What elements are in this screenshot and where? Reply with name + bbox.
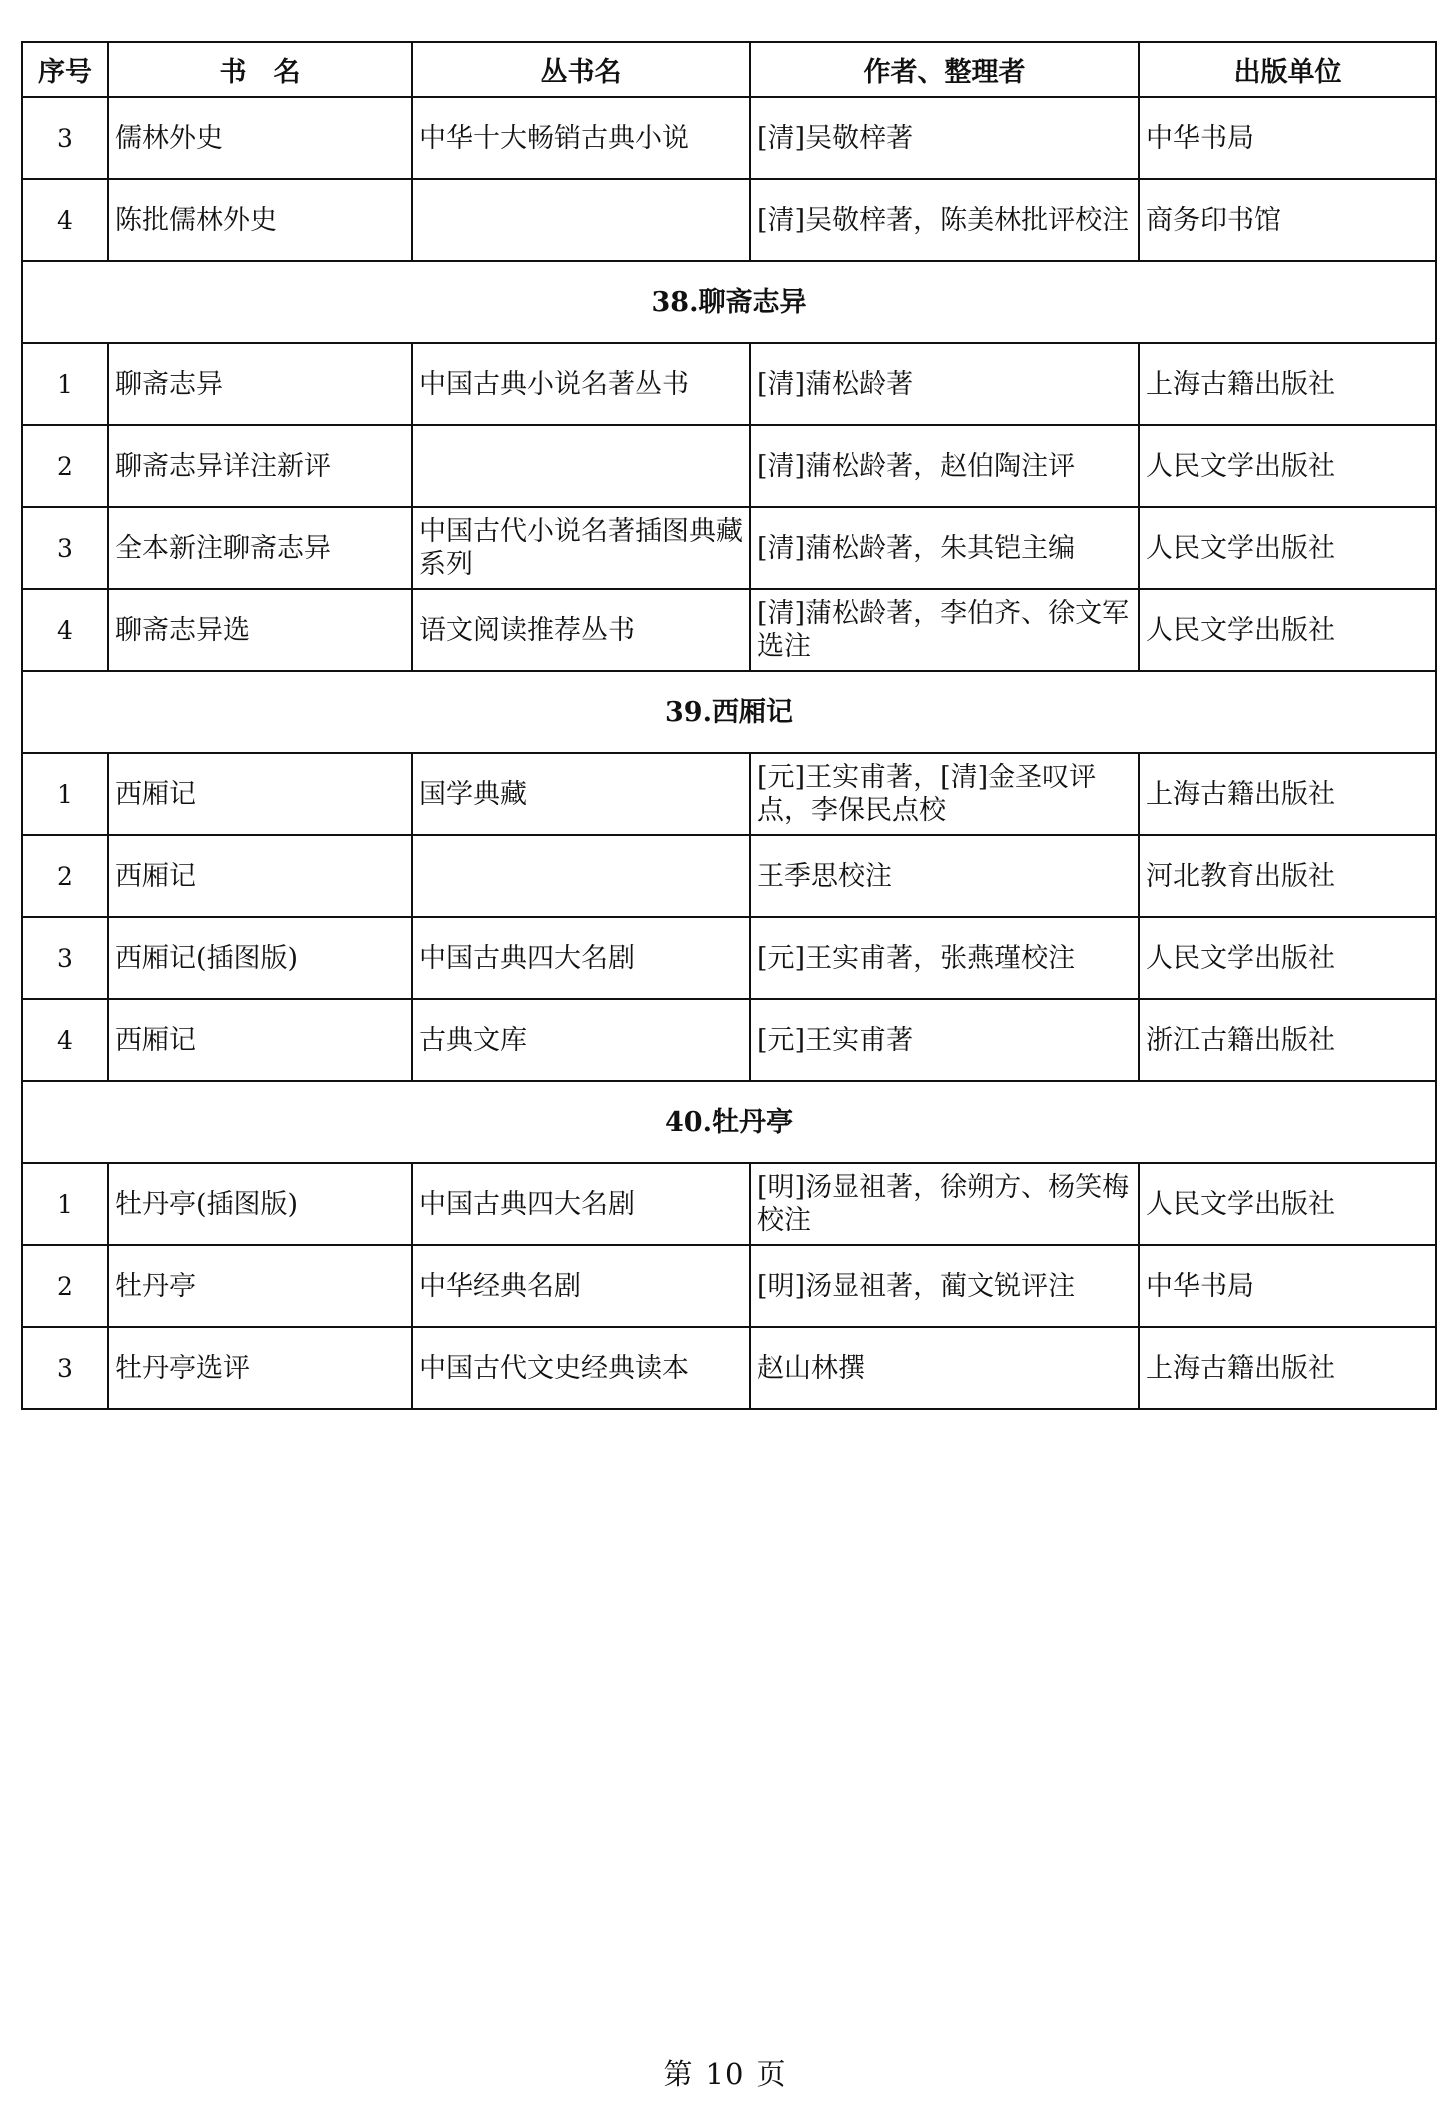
series-name-cell: 中国古代文史经典读本 xyxy=(412,1327,750,1409)
series-name-cell: 古典文库 xyxy=(412,999,750,1081)
book-title-cell: 聊斋志异 xyxy=(108,343,412,425)
header-series: 丛书名 xyxy=(412,42,750,97)
table-row xyxy=(22,507,1436,589)
book-title-cell: 牡丹亭选评 xyxy=(108,1327,412,1409)
table-row xyxy=(22,179,1436,261)
publisher-cell: 上海古籍出版社 xyxy=(1139,343,1436,425)
publisher-cell: 人民文学出版社 xyxy=(1139,425,1436,507)
publisher-cell: 商务印书馆 xyxy=(1139,179,1436,261)
book-title-cell: 西厢记 xyxy=(108,835,412,917)
table-row xyxy=(22,343,1436,425)
book-list-sheet xyxy=(21,41,1435,1410)
row-index-cell: 4 xyxy=(22,999,108,1081)
series-name-cell: 中华经典名剧 xyxy=(412,1245,750,1327)
row-index-cell: 3 xyxy=(22,97,108,179)
publisher-cell: 河北教育出版社 xyxy=(1139,835,1436,917)
series-name-cell: 中国古典四大名剧 xyxy=(412,1163,750,1245)
book-title-cell: 陈批儒林外史 xyxy=(108,179,412,261)
series-name-cell: 国学典藏 xyxy=(412,753,750,835)
series-name-cell: 中国古典四大名剧 xyxy=(412,917,750,999)
page-number: 10 xyxy=(705,2057,745,2091)
row-index-cell: 3 xyxy=(22,917,108,999)
header-author: 作者、整理者 xyxy=(750,42,1139,97)
author-editor-cell: 王季思校注 xyxy=(750,835,1139,917)
table-row xyxy=(22,999,1436,1081)
row-index-cell: 1 xyxy=(22,1163,108,1245)
page-footer xyxy=(0,2052,1450,2093)
table-header xyxy=(22,42,1436,97)
author-editor-cell: [明]汤显祖著，徐朔方、杨笑梅校注 xyxy=(750,1163,1139,1245)
table-body xyxy=(22,97,1436,1409)
series-name-cell: 中华十大畅销古典小说 xyxy=(412,97,750,179)
publisher-cell: 浙江古籍出版社 xyxy=(1139,999,1436,1081)
row-index-cell: 4 xyxy=(22,589,108,671)
publisher-cell: 中华书局 xyxy=(1139,1245,1436,1327)
table-row xyxy=(22,1327,1436,1409)
publisher-cell: 上海古籍出版社 xyxy=(1139,753,1436,835)
section-title: 39.西厢记 xyxy=(22,671,1436,753)
book-title-cell: 西厢记 xyxy=(108,753,412,835)
row-index-cell: 1 xyxy=(22,753,108,835)
header-index: 序号 xyxy=(22,42,108,97)
row-index-cell: 1 xyxy=(22,343,108,425)
table-row xyxy=(22,589,1436,671)
publisher-cell: 人民文学出版社 xyxy=(1139,1163,1436,1245)
page-suffix: 页 xyxy=(756,2057,787,2091)
section-header-row xyxy=(22,671,1436,753)
book-title-cell: 牡丹亭 xyxy=(108,1245,412,1327)
publisher-cell: 上海古籍出版社 xyxy=(1139,1327,1436,1409)
table-row xyxy=(22,1245,1436,1327)
author-editor-cell: [清]吴敬梓著，陈美林批评校注 xyxy=(750,179,1139,261)
author-editor-cell: [清]蒲松龄著 xyxy=(750,343,1139,425)
header-publisher: 出版单位 xyxy=(1139,42,1436,97)
series-name-cell xyxy=(412,835,750,917)
author-editor-cell: [清]蒲松龄著，李伯齐、徐文军选注 xyxy=(750,589,1139,671)
table-row xyxy=(22,917,1436,999)
book-title-cell: 全本新注聊斋志异 xyxy=(108,507,412,589)
series-name-cell: 语文阅读推荐丛书 xyxy=(412,589,750,671)
table-row xyxy=(22,97,1436,179)
book-title-cell: 聊斋志异详注新评 xyxy=(108,425,412,507)
publisher-cell: 人民文学出版社 xyxy=(1139,917,1436,999)
author-editor-cell: 赵山林撰 xyxy=(750,1327,1139,1409)
publisher-cell: 人民文学出版社 xyxy=(1139,589,1436,671)
row-index-cell: 2 xyxy=(22,1245,108,1327)
section-title: 38.聊斋志异 xyxy=(22,261,1436,343)
row-index-cell: 2 xyxy=(22,835,108,917)
table-row xyxy=(22,1163,1436,1245)
series-name-cell: 中国古典小说名著丛书 xyxy=(412,343,750,425)
row-index-cell: 2 xyxy=(22,425,108,507)
author-editor-cell: [元]王实甫著，[清]金圣叹评点，李保民点校 xyxy=(750,753,1139,835)
book-title-cell: 儒林外史 xyxy=(108,97,412,179)
author-editor-cell: [清]吴敬梓著 xyxy=(750,97,1139,179)
table-row xyxy=(22,753,1436,835)
series-name-cell: 中国古代小说名著插图典藏系列 xyxy=(412,507,750,589)
table-row xyxy=(22,835,1436,917)
book-title-cell: 西厢记(插图版) xyxy=(108,917,412,999)
row-index-cell: 3 xyxy=(22,507,108,589)
author-editor-cell: [清]蒲松龄著，赵伯陶注评 xyxy=(750,425,1139,507)
series-name-cell xyxy=(412,179,750,261)
author-editor-cell: [元]王实甫著，张燕瑾校注 xyxy=(750,917,1139,999)
author-editor-cell: [元]王实甫著 xyxy=(750,999,1139,1081)
book-title-cell: 聊斋志异选 xyxy=(108,589,412,671)
author-editor-cell: [清]蒲松龄著，朱其铠主编 xyxy=(750,507,1139,589)
row-index-cell: 3 xyxy=(22,1327,108,1409)
table-row xyxy=(22,425,1436,507)
publisher-cell: 人民文学出版社 xyxy=(1139,507,1436,589)
author-editor-cell: [明]汤显祖著，蔺文锐评注 xyxy=(750,1245,1139,1327)
book-title-cell: 西厢记 xyxy=(108,999,412,1081)
row-index-cell: 4 xyxy=(22,179,108,261)
section-header-row xyxy=(22,1081,1436,1163)
header-row xyxy=(22,42,1436,97)
section-header-row xyxy=(22,261,1436,343)
publisher-cell: 中华书局 xyxy=(1139,97,1436,179)
header-title: 书 名 xyxy=(108,42,412,97)
page-prefix: 第 xyxy=(663,2057,694,2091)
book-table xyxy=(21,41,1437,1410)
series-name-cell xyxy=(412,425,750,507)
book-title-cell: 牡丹亭(插图版) xyxy=(108,1163,412,1245)
section-title: 40.牡丹亭 xyxy=(22,1081,1436,1163)
